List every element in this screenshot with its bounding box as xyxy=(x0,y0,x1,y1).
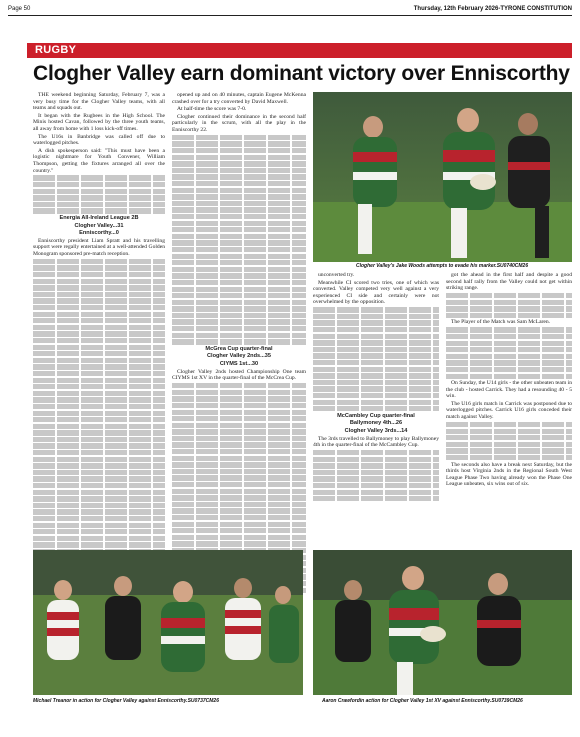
photo-caption: Aaron Crawfordin action for Clogher Valley 1st XV against Enniscorthy.SU0739CM26 xyxy=(322,698,523,704)
subheading: CIYMS 1st...30 xyxy=(219,361,259,368)
paragraph: Clogher Valley 2nds hosted Championship One team CIYMS 1st XV in the quarter-final of the McCrea Cup. xyxy=(172,368,306,382)
subheading: Ballymoney 4th...26 xyxy=(349,420,403,427)
masthead-rule xyxy=(8,15,572,16)
paragraph: got the ahead in the first half and despite a good second half rally from the Valley could not get within striking range. xyxy=(446,272,572,292)
rugby-photo-illustration xyxy=(313,92,572,262)
paragraph: The U16s in Banbridge was called off due to waterlogged pitches. xyxy=(33,133,165,147)
photo-caption: Clogher Valley's Jake Woods attempts to evade his marker.SU0740CM26 xyxy=(356,263,529,269)
subheading: McCambley Cup quarter-final xyxy=(337,412,415,419)
paragraph: The U16 girls match in Carrick was postponed due to waterlogged pitches. Carrick U16 girls conceded their match against Valley. xyxy=(446,400,572,421)
paragraph: The seconds also have a break next Saturday, but the thirds host Virginia 2nds in the Regional South West League Phase Two having already won the Phase One League unbeaten, six wins out of six. xyxy=(446,461,572,488)
subheading: Clogher Valley...31 xyxy=(74,222,124,229)
subheading: McGrea Cup quarter-final xyxy=(205,345,273,352)
paragraph: The Player of the Match was Sam McLaren. xyxy=(451,319,551,326)
paragraph: unconverted try. xyxy=(318,272,355,278)
paragraph: THE weekend beginning Saturday, February 7, was a very busy time for the Clogher Valley teams, with all teams and squads out. xyxy=(33,92,165,112)
paragraph: Enniscorthy president Liam Spratt and his travelling support were regally entertained at a well-attended Golden Monogram sponsored pre-match reception. xyxy=(33,237,165,257)
subheading: Clogher Valley 3rds...14 xyxy=(344,427,408,434)
rugby-photo-illustration xyxy=(33,550,303,695)
page-number: Page 50 xyxy=(8,6,31,12)
photo-jake-woods xyxy=(313,92,572,262)
paragraph: On Sunday, the U14 girls - the other unbeaten team in the club - hosted Carrick. They had a resounding 40 - 5 win. xyxy=(446,380,572,400)
paragraph: The 3rds travelled to Ballymoney to play Ballymoney 4th in the quarter-final of the McCambley Cup. xyxy=(313,435,439,449)
article-column-4 xyxy=(446,272,572,549)
subheading: Enniscorthy...0 xyxy=(79,230,119,237)
paragraph: Meanwhile CI scored two tries, one of which was converted. Valley competed very well against a very experienced CI side and certainly were not overwhelmed by the opposition. xyxy=(313,279,439,306)
subheading: Energia All-Ireland League 2B xyxy=(59,214,139,221)
headline: Clogher Valley earn dominant victory over Enniscorthy xyxy=(33,62,570,85)
section-label: RUGBY xyxy=(35,44,77,56)
paragraph: Clogher continued their dominance in the second half particularly in the scrum, with all the play in the Enniscorthy 22. xyxy=(172,113,306,133)
subheading: Clogher Valley 2nds...35 xyxy=(206,353,272,360)
photo-aaron-crawford xyxy=(313,550,572,695)
edition-line: Thursday, 12th February 2026-TYRONE CONSTITUTION xyxy=(413,6,572,12)
masthead xyxy=(8,3,572,15)
paragraph: A dish spokesperson said: "This must have been a logistic nightmare for Youth Convener, William Thompson, getting the fixtures arranged all over the country." xyxy=(33,147,165,174)
section-band xyxy=(27,43,572,58)
paragraph: At half-time the score was 7-0. xyxy=(177,106,247,113)
photo-caption: Michael Treanor in action for Clogher Valley against Enniscorthy.SU0737CM26 xyxy=(33,698,219,704)
photo-michael-treanor xyxy=(33,550,303,695)
paragraph: opened up and on 40 minutes, captain Eugene McKenna crashed over for a try converted by David Maxwell. xyxy=(172,92,306,105)
rugby-photo-illustration xyxy=(313,550,572,695)
article-column-3 xyxy=(313,272,439,549)
paragraph: It began with the Rugbees in the High School. The Minis hosted Cavan, followed by the three youth teams, all away from home with 1 loss kick-off times. xyxy=(33,112,165,132)
